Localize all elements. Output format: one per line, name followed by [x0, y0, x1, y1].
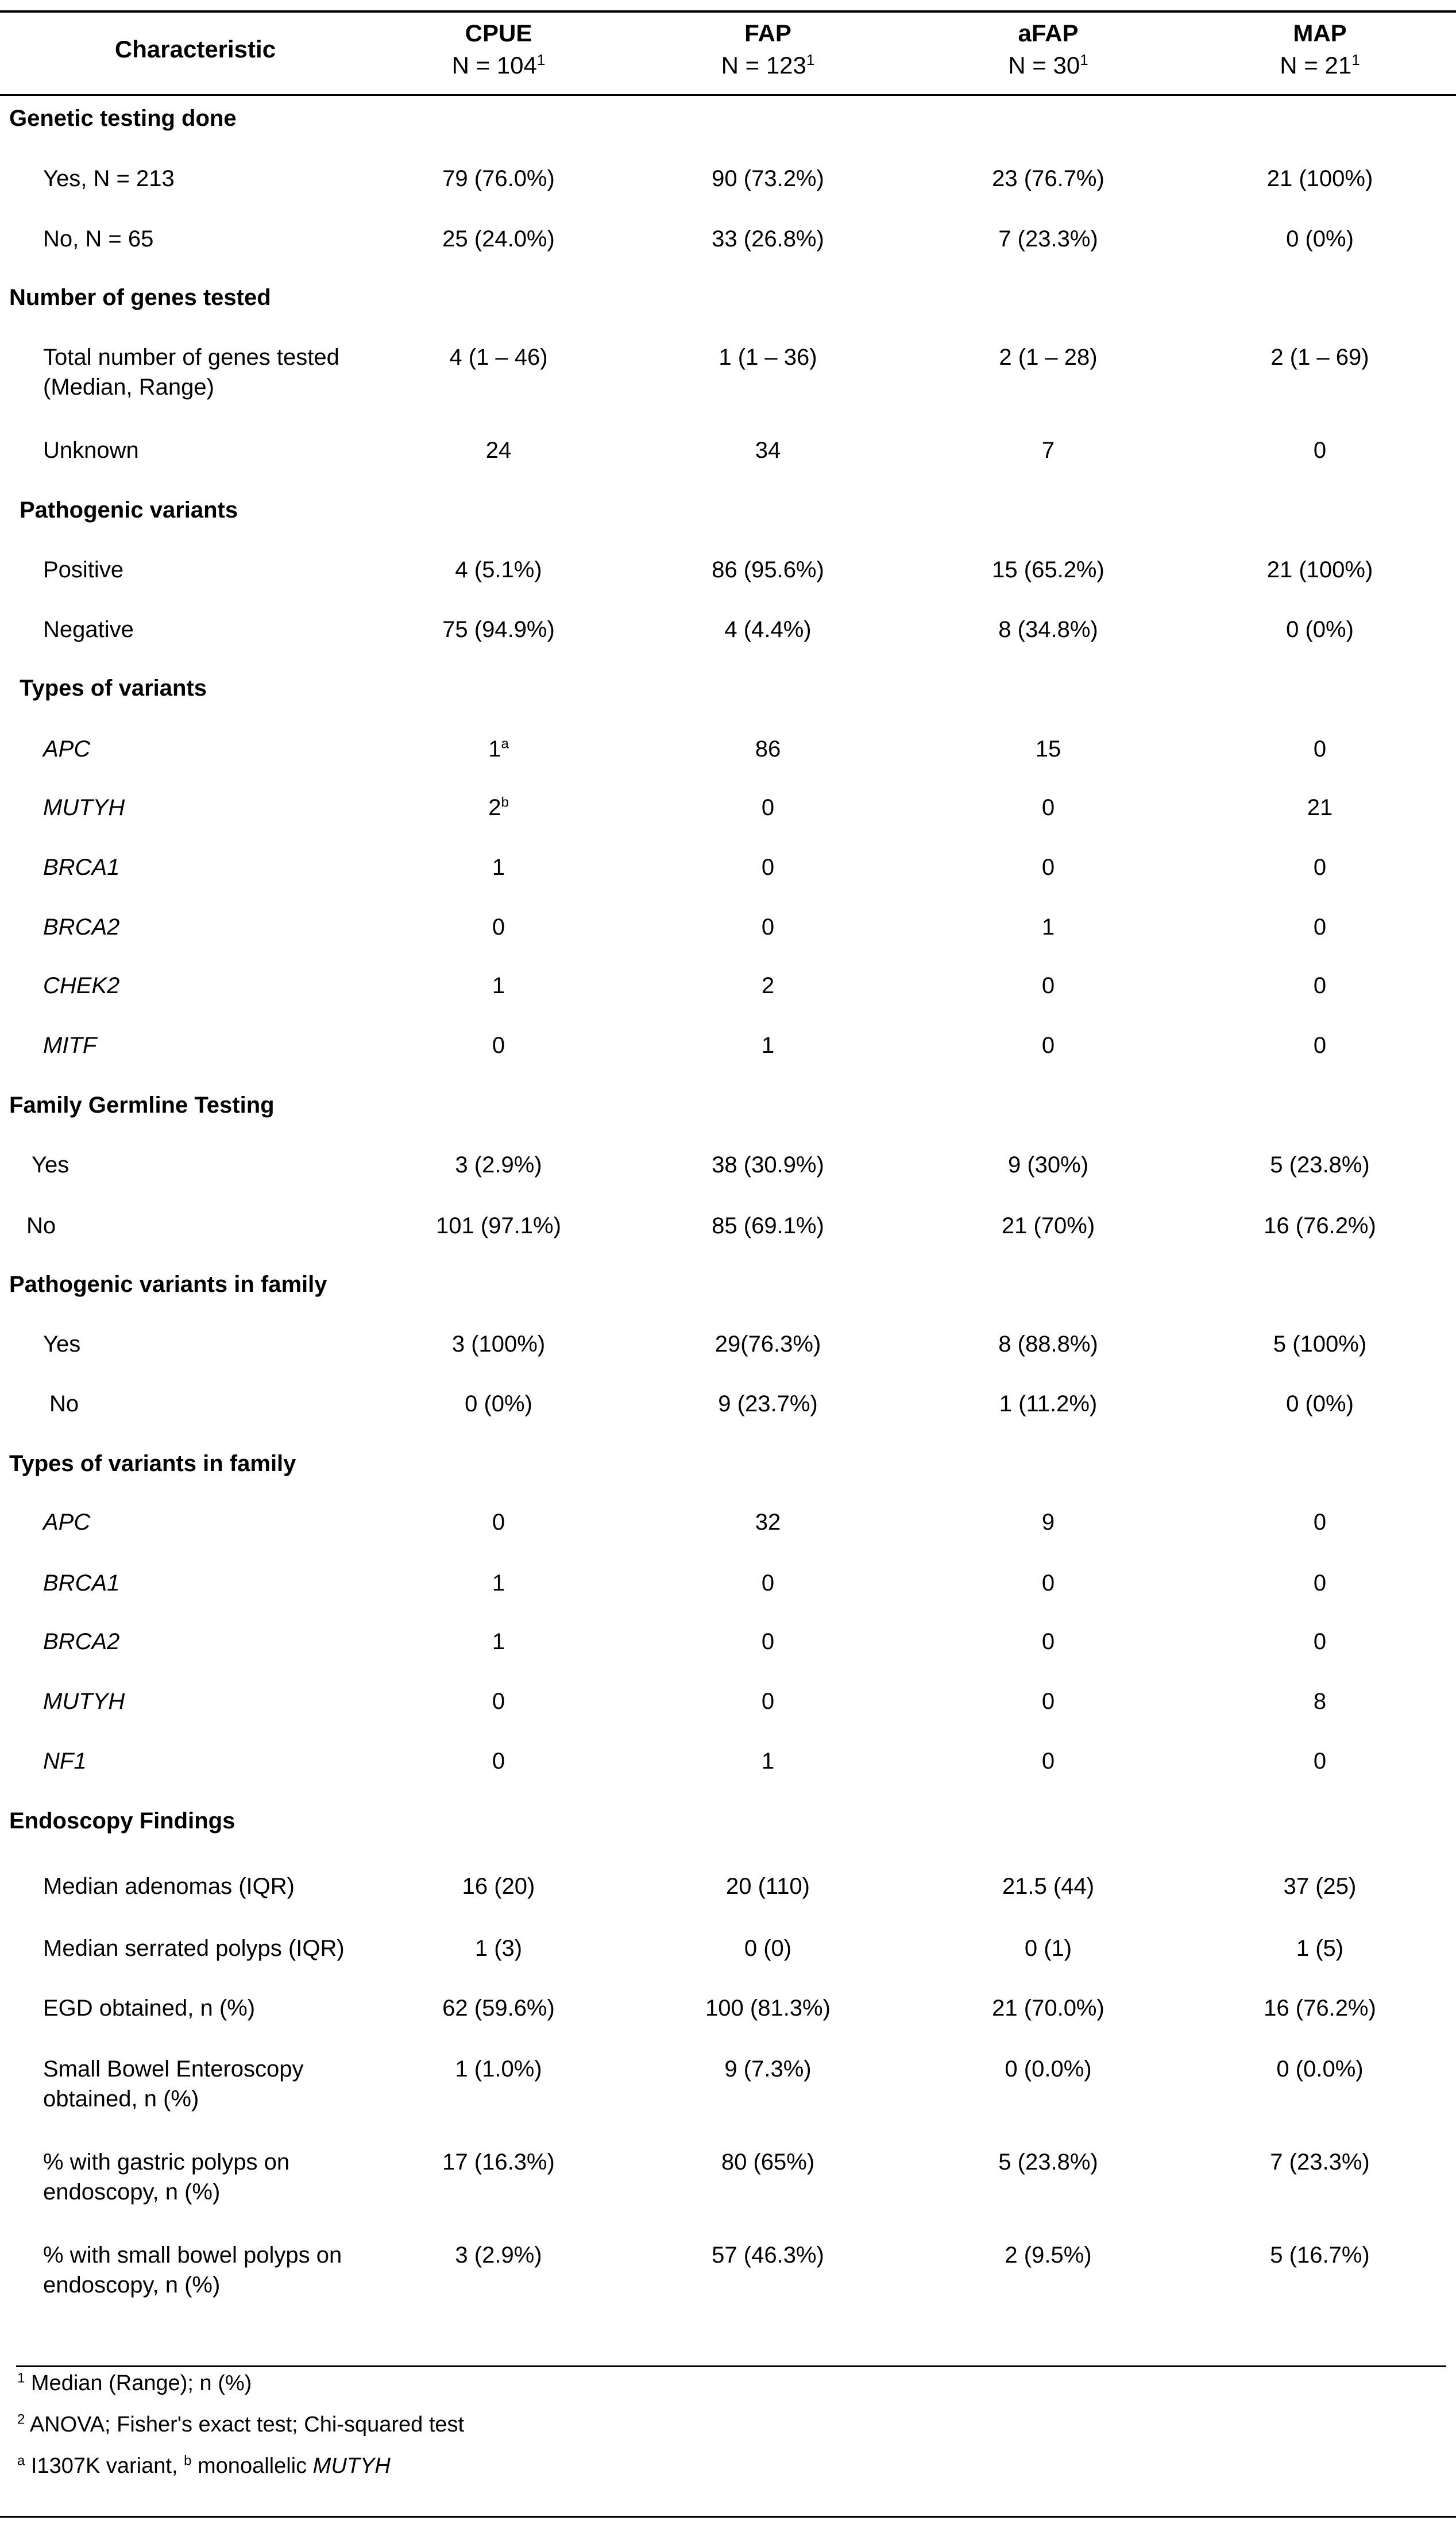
- cell-cpue: 16 (20): [462, 1874, 535, 1899]
- cell-fap: 0: [761, 855, 775, 880]
- section-label: Pathogenic variants: [20, 497, 238, 523]
- cell-afap: 9 (30%): [1007, 1152, 1089, 1178]
- table-row: [0, 1686, 1456, 1721]
- row-label: BRCA2: [43, 1629, 120, 1654]
- row-label-line1: Small Bowel Enteroscopy: [43, 2056, 304, 2082]
- table-row: [0, 615, 1456, 649]
- cell-fap: 0: [761, 1570, 775, 1596]
- cell-cpue: [378, 734, 619, 764]
- row-label-line2: endoscopy, n (%): [43, 2179, 221, 2205]
- cell-map: 5 (23.8%): [1270, 1152, 1370, 1178]
- row-label: Positive: [43, 557, 124, 582]
- table-row: [0, 2240, 1456, 2303]
- cell-cpue: [378, 793, 619, 823]
- header-col-name: MAP: [1293, 20, 1347, 47]
- table-row: [0, 1329, 1456, 1364]
- cell-cpue: 1: [492, 855, 505, 880]
- cell-map: 2 (1 – 69): [1270, 345, 1369, 370]
- table-row: [0, 1568, 1456, 1603]
- cell-fap: 1: [761, 1749, 775, 1774]
- footnote-mark-b: b: [184, 2453, 192, 2469]
- cell-cpue: 79 (76.0%): [442, 166, 555, 191]
- row-label-line2: obtained, n (%): [43, 2086, 199, 2112]
- row-label-line1: % with gastric polyps on: [43, 2149, 290, 2175]
- row-label: NF1: [43, 1749, 87, 1774]
- cell-fap: 1 (1 – 36): [719, 345, 817, 370]
- header-col-name: CPUE: [465, 20, 532, 47]
- row-label: Yes, N = 213: [43, 166, 175, 191]
- cell-map: 0: [1313, 973, 1327, 998]
- section-pathogenic-variants-family: [0, 1269, 1456, 1304]
- cell-map: 21 (100%): [1266, 166, 1373, 191]
- cell-afap: 2 (9.5%): [1005, 2243, 1092, 2268]
- cell-fap: 0: [761, 795, 775, 820]
- row-label: MITF: [43, 1033, 97, 1058]
- cell-afap: 1 (11.2%): [999, 1391, 1098, 1417]
- cell-afap: 21.5 (44): [1002, 1874, 1095, 1899]
- row-label: [43, 342, 339, 402]
- row-label-line2: (Median, Range): [43, 375, 214, 400]
- cell-fap: 29(76.3%): [715, 1331, 821, 1357]
- row-label-line1: Total number of genes tested: [43, 345, 339, 370]
- cell-afap: 7 (23.3%): [998, 226, 1098, 252]
- header-col-sup: 1: [536, 51, 546, 68]
- cell-cpue: 1: [492, 1629, 505, 1654]
- cell-map: 0: [1313, 914, 1327, 940]
- table-row: [0, 1746, 1456, 1781]
- header-col-map: [1199, 17, 1440, 82]
- row-label: EGD obtained, n (%): [43, 1996, 256, 2021]
- cell-fap: 0: [761, 1689, 775, 1714]
- cell-cpue: 3 (100%): [451, 1331, 546, 1357]
- table-row: [0, 224, 1456, 258]
- cell-afap: 8 (34.8%): [998, 617, 1098, 642]
- cell-map: 16 (76.2%): [1264, 1213, 1376, 1238]
- row-label: CHEK2: [43, 973, 120, 998]
- table-row: [0, 912, 1456, 947]
- section-label: Number of genes tested: [9, 285, 271, 310]
- header-col-sup: 1: [1080, 51, 1088, 68]
- cell-cpue: 62 (59.6%): [442, 1996, 555, 2021]
- table-row: [0, 342, 1456, 406]
- row-label: MUTYH: [43, 1689, 125, 1714]
- footnote-1: [17, 2369, 252, 2398]
- row-label: Yes: [43, 1331, 81, 1357]
- cell-map: 37 (25): [1283, 1874, 1357, 1899]
- cell-fap: 34: [755, 438, 781, 463]
- cell-cpue: 3 (2.9%): [455, 2243, 542, 2268]
- footnote-text-a: I1307K variant,: [30, 2454, 184, 2478]
- cell-fap: 2: [761, 973, 775, 998]
- table-row: [0, 971, 1456, 1005]
- table-row: [0, 793, 1456, 827]
- row-label: MUTYH: [43, 795, 125, 820]
- cell-afap: 2 (1 – 28): [999, 345, 1098, 370]
- cell-map: 7 (23.3%): [1270, 2149, 1370, 2175]
- row-label: BRCA1: [43, 1570, 120, 1596]
- section-endoscopy-findings: [0, 1806, 1456, 1840]
- row-label: Yes: [32, 1152, 69, 1178]
- header-col-n: N = 104: [451, 52, 537, 79]
- cell-afap: 8 (88.8%): [998, 1331, 1098, 1357]
- footnote-text-b: monoallelic: [198, 2454, 313, 2478]
- header-characteristic: Characteristic: [114, 36, 276, 63]
- cell-fap: 90 (73.2%): [712, 166, 824, 191]
- section-label: Genetic testing done: [9, 106, 237, 131]
- cell-fap: 0: [761, 914, 775, 940]
- cell-cpue: 0: [492, 1689, 505, 1714]
- cell-cpue: 75 (94.9%): [442, 617, 555, 642]
- section-types-of-variants: [0, 673, 1456, 708]
- row-label: APC: [43, 736, 91, 762]
- row-label: No, N = 65: [43, 226, 154, 252]
- footnote-mark: 1: [17, 2370, 25, 2386]
- cell-map: 5 (16.7%): [1270, 2243, 1370, 2268]
- cell-cpue: 0 (0%): [465, 1391, 532, 1417]
- cell-map: 0: [1313, 1033, 1327, 1058]
- table-header-rule: [0, 94, 1456, 96]
- cell-afap: 0: [1041, 1570, 1055, 1596]
- cell-map: 0: [1313, 1510, 1327, 1535]
- header-col-cpue: [378, 17, 619, 82]
- row-label: Unknown: [43, 438, 139, 463]
- cell-map: 0 (0%): [1286, 617, 1354, 642]
- cell-afap: 0: [1041, 973, 1055, 998]
- cell-cpue: 101 (97.1%): [436, 1213, 561, 1238]
- table-row: [0, 555, 1456, 589]
- cell-map: 0 (0%): [1286, 1391, 1354, 1417]
- footnote-2: [17, 2410, 464, 2439]
- cell-fap: 86 (95.6%): [712, 557, 824, 582]
- cell-cpue: 1: [492, 973, 505, 998]
- row-label: Median serrated polyps (IQR): [43, 1936, 345, 1961]
- section-pathogenic-variants: [0, 495, 1456, 530]
- cell-afap: 0: [1041, 1033, 1055, 1058]
- table-row: [0, 852, 1456, 887]
- table-row: [0, 1871, 1456, 1906]
- cell-afap: 0: [1041, 1689, 1055, 1714]
- cell-afap: 0: [1041, 1749, 1055, 1774]
- cell-afap: 0 (0.0%): [1005, 2056, 1092, 2082]
- cell-fap: 86: [755, 736, 781, 762]
- cell-cpue: 0: [492, 914, 505, 940]
- cell-map: 0: [1313, 438, 1327, 463]
- cell-cpue: 1 (1.0%): [455, 2056, 542, 2082]
- cell-afap: 21 (70%): [1001, 1213, 1095, 1238]
- table-row: [0, 1031, 1456, 1065]
- cell-afap: 21 (70.0%): [992, 1996, 1104, 2021]
- cell-cpue: 3 (2.9%): [455, 1152, 542, 1178]
- footnote-text: ANOVA; Fisher's exact test; Chi-squared test: [29, 2413, 465, 2437]
- table-row: [0, 1627, 1456, 1661]
- cell-cpue: 0: [492, 1033, 505, 1058]
- table-row: [0, 1211, 1456, 1245]
- cell-afap: 5 (23.8%): [998, 2149, 1098, 2175]
- row-label: [43, 2054, 304, 2114]
- table-row: [0, 1389, 1456, 1423]
- header-col-n: N = 21: [1280, 52, 1352, 79]
- cell-afap: 1: [1041, 914, 1055, 940]
- cell-map: 0 (0.0%): [1276, 2056, 1364, 2082]
- footnote-text: Median (Range); n (%): [30, 2371, 252, 2395]
- cell-map: 0 (0%): [1286, 226, 1354, 252]
- table-row: [0, 435, 1456, 470]
- cell-afap: 0: [1041, 795, 1055, 820]
- table-row: [0, 1933, 1456, 1968]
- cell-afap: 0: [1041, 855, 1055, 880]
- cell-cpue: 1: [492, 1570, 505, 1596]
- cell-fap: 32: [755, 1510, 781, 1535]
- table-row: [0, 2054, 1456, 2117]
- header-col-name: aFAP: [1018, 20, 1079, 47]
- cell-fap: 38 (30.9%): [712, 1152, 824, 1178]
- footnote-3: [17, 2452, 391, 2480]
- section-label: Endoscopy Findings: [9, 1808, 235, 1834]
- row-label: [43, 2240, 342, 2300]
- section-number-of-genes: [0, 283, 1456, 317]
- cell-afap: 15 (65.2%): [992, 557, 1104, 582]
- cell-cpue: 17 (16.3%): [442, 2149, 555, 2175]
- row-label-line1: % with small bowel polyps on: [43, 2243, 342, 2268]
- cell-map: 0: [1313, 1749, 1327, 1774]
- section-label: Types of variants in family: [9, 1451, 296, 1476]
- table-row: [0, 734, 1456, 769]
- cell-cpue: 24: [485, 438, 512, 463]
- table-bottom-rule: [0, 2516, 1456, 2518]
- cell-map: 5 (100%): [1273, 1331, 1367, 1357]
- header-col-name: FAP: [744, 20, 791, 47]
- row-label-line2: endoscopy, n (%): [43, 2272, 221, 2298]
- cell-map: 1 (5): [1296, 1936, 1344, 1961]
- row-label: [43, 2147, 289, 2207]
- header-col-n: N = 123: [721, 52, 806, 79]
- cell-fap: 57 (46.3%): [712, 2243, 824, 2268]
- row-label: APC: [43, 1510, 91, 1535]
- cell-fap: 85 (69.1%): [712, 1213, 824, 1238]
- cell-footnote-mark: b: [501, 794, 509, 810]
- table-row: [0, 164, 1456, 198]
- cell-afap: 23 (76.7%): [992, 166, 1104, 191]
- cell-map: 0: [1313, 1570, 1327, 1596]
- cell-fap: 0: [761, 1629, 775, 1654]
- cell-fap: 80 (65%): [721, 2149, 815, 2175]
- header-col-fap: [647, 17, 889, 82]
- cell-afap: 0: [1041, 1629, 1055, 1654]
- cell-afap: 9: [1041, 1510, 1055, 1535]
- row-label: No: [26, 1213, 56, 1238]
- cell-fap: 20 (110): [725, 1874, 810, 1899]
- cell-cpue: 4 (1 – 46): [449, 345, 548, 370]
- cell-map: 0: [1313, 736, 1327, 762]
- table-top-rule: [0, 10, 1456, 13]
- cell-cpue: 4 (5.1%): [455, 557, 542, 582]
- cell-afap: 7: [1041, 438, 1055, 463]
- row-label: Negative: [43, 617, 134, 642]
- cell-fap: 4 (4.4%): [724, 617, 812, 642]
- table-row: [0, 1993, 1456, 2028]
- table-row: [0, 2147, 1456, 2210]
- cell-cpue: 0: [492, 1510, 505, 1535]
- row-label: BRCA1: [43, 855, 120, 880]
- cell-fap: 9 (23.7%): [718, 1391, 818, 1417]
- cell-fap: 0 (0): [744, 1936, 792, 1961]
- footnote-mark: 2: [17, 2411, 25, 2427]
- cell-map: 16 (76.2%): [1264, 1996, 1376, 2021]
- table-footer-rule: [16, 2365, 1446, 2367]
- footnote-gene: MUTYH: [312, 2454, 391, 2478]
- cell-fap: 100 (81.3%): [705, 1996, 831, 2021]
- row-label: BRCA2: [43, 914, 120, 940]
- cell-fap: 1: [761, 1033, 775, 1058]
- row-label: Median adenomas (IQR): [43, 1874, 295, 1899]
- cell-map: 8: [1313, 1689, 1327, 1714]
- section-label: Family Germline Testing: [9, 1093, 275, 1118]
- section-types-of-variants-family: [0, 1449, 1456, 1483]
- section-genetic-testing: [0, 103, 1456, 138]
- cell-cpue: 0: [492, 1749, 505, 1774]
- table-row: [0, 1507, 1456, 1542]
- row-label: No: [49, 1391, 79, 1417]
- section-family-germline-testing: [0, 1090, 1456, 1125]
- cell-afap: 15: [1035, 736, 1061, 762]
- cell-cpue: 25 (24.0%): [442, 226, 555, 252]
- cell-afap: 0 (1): [1024, 1936, 1072, 1961]
- cell-map: 0: [1313, 855, 1327, 880]
- cell-map: 0: [1313, 1629, 1327, 1654]
- header-col-sup: 1: [1351, 51, 1360, 68]
- cell-cpue: 1 (3): [474, 1936, 523, 1961]
- section-label: Types of variants: [20, 676, 207, 701]
- cell-value: 1: [488, 736, 501, 762]
- cell-map: 21: [1307, 795, 1333, 820]
- section-label: Pathogenic variants in family: [9, 1272, 327, 1297]
- cell-footnote-mark: a: [501, 736, 509, 752]
- cell-fap: 33 (26.8%): [712, 226, 824, 252]
- header-col-n: N = 30: [1008, 52, 1080, 79]
- cell-fap: 9 (7.3%): [724, 2056, 812, 2082]
- cell-map: 21 (100%): [1266, 557, 1373, 582]
- header-col-afap: [928, 17, 1169, 82]
- header-col-sup: 1: [806, 51, 815, 68]
- table-row: [0, 1150, 1456, 1184]
- footnote-mark-a: a: [17, 2453, 25, 2469]
- cell-value: 2: [488, 795, 501, 820]
